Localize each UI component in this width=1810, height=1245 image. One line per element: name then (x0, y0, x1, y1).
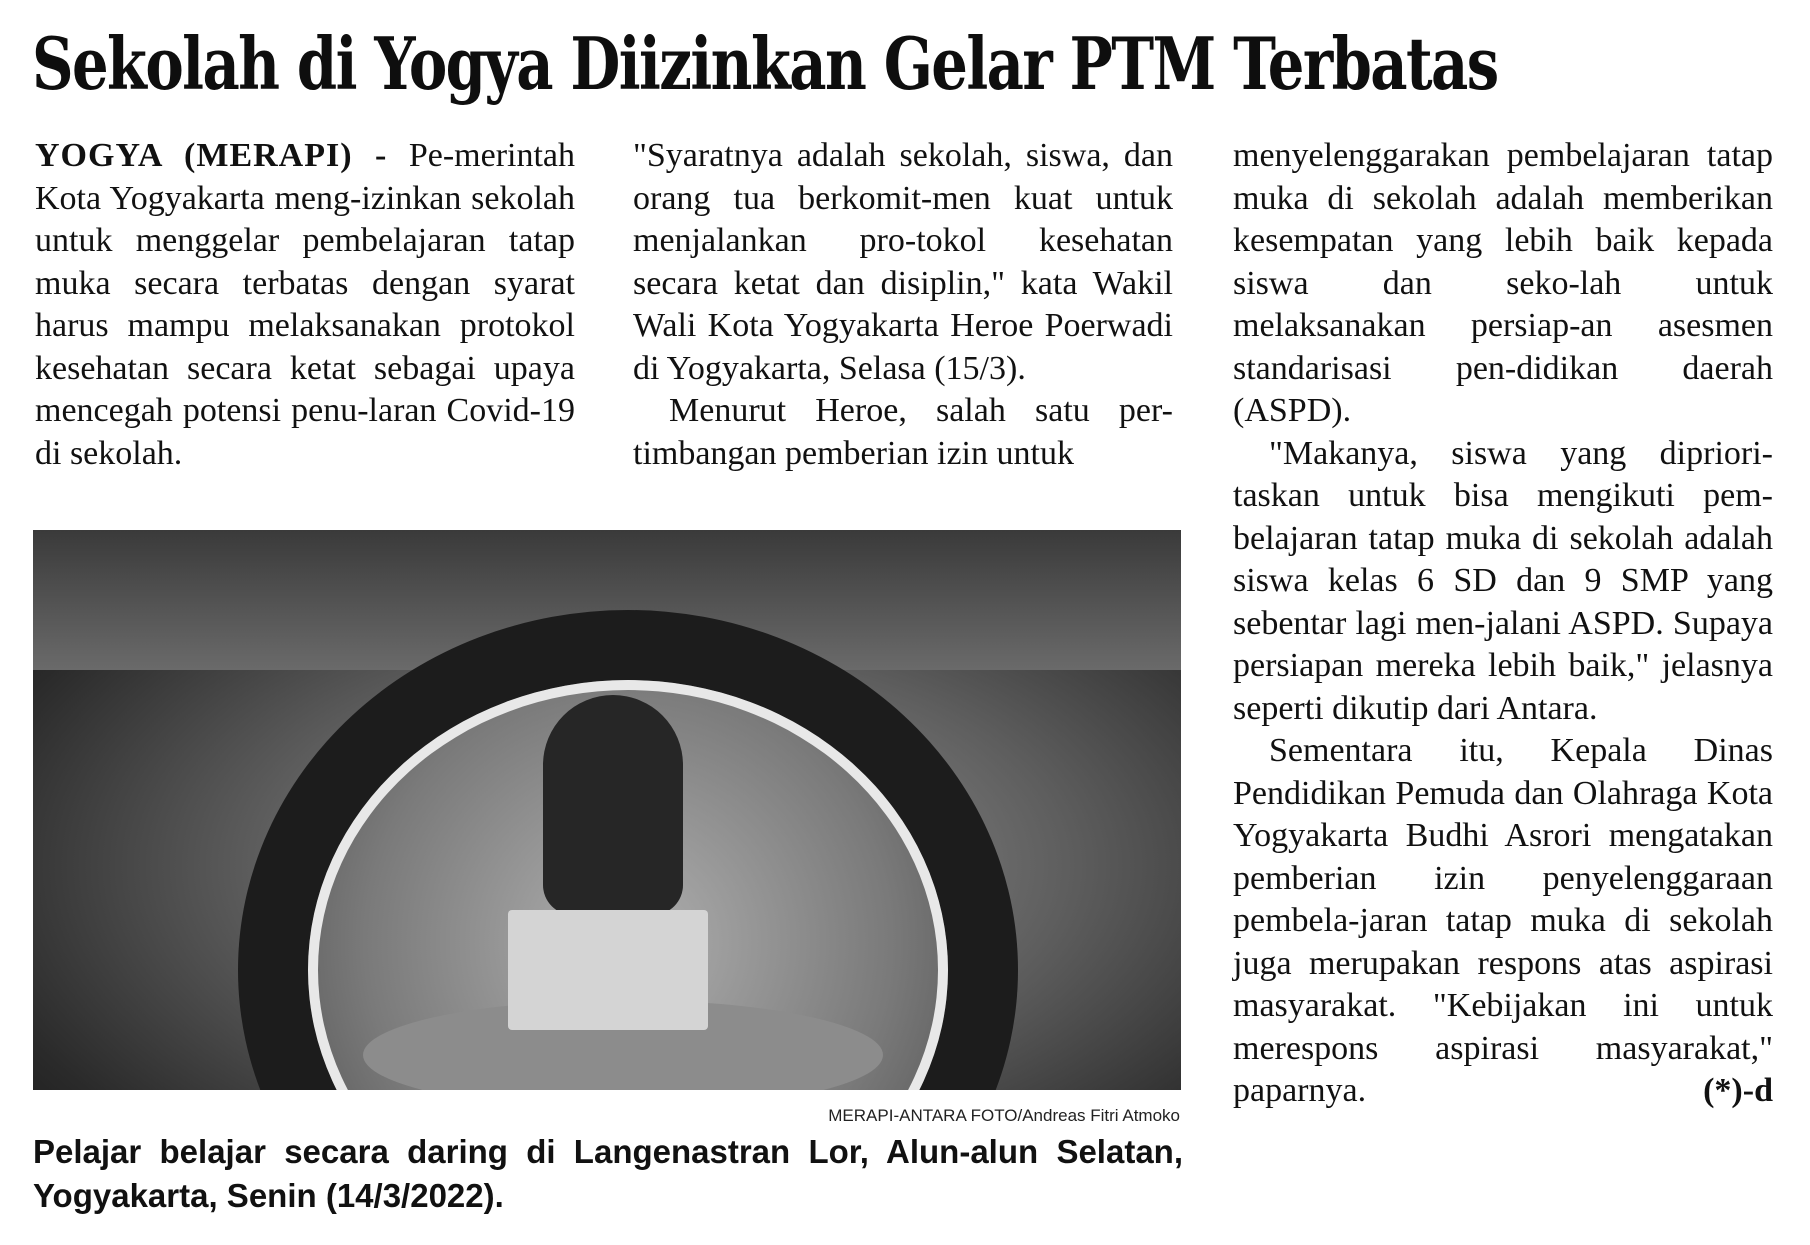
paragraph: Menurut Heroe, salah satu per-timbangan pemberian izin untuk (633, 392, 1173, 472)
news-photo (33, 530, 1181, 1090)
paragraph: Sementara itu, Kepala Dinas Pendidikan Pemuda dan Olahraga Kota Yogyakarta Budhi Asrori mengatakan pemberian izin penyelenggaraan pembela-jaran tatap muka di sekolah juga merupakan respons atas aspirasi masyarakat. "Kebijakan ini untuk merespons aspirasi masyarakat," paparnya. (1233, 732, 1773, 1109)
article-column-1 (35, 135, 575, 475)
photo-laptop (508, 910, 708, 1030)
dateline: YOGYA (MERAPI) - (35, 137, 388, 174)
paragraph-continued: menyelenggarakan pembelajaran tatap muka di sekolah adalah memberikan kesempatan yang lebih baik kepada siswa dan seko-lah untuk melaksanakan persiap-an asesmen standarisasi pen-didikan daerah (ASPD). (1233, 137, 1773, 429)
article-column-3 (1233, 135, 1773, 1113)
photo-student (543, 695, 683, 915)
photo-background (33, 530, 1181, 670)
photo-credit: MERAPI-ANTARA FOTO/Andreas Fitri Atmoko (828, 1106, 1180, 1125)
paragraph: "Makanya, siswa yang dipriori-taskan untuk bisa mengikuti pem-belajaran tatap muka di sekolah adalah siswa kelas 6 SD dan 9 SMP yang sebentar lagi men-jalani ASPD. Supaya persiapan mereka lebih baik," jelasnya seperti dikutip dari Antara. (1233, 434, 1773, 727)
headline: Sekolah di Yogya Diizinkan Gelar PTM Terbatas (32, 21, 1498, 106)
lead-text: Pe-merintah Kota Yogyakarta meng-izinkan sekolah untuk menggelar pembelajaran tatap muka secara terbatas dengan syarat harus mampu melaksanakan protokol kesehatan secara ketat sebagai upaya mencegah potensi penu-laran Covid-19 di sekolah. (35, 137, 576, 472)
paragraph: "Syaratnya adalah sekolah, siswa, dan orang tua berkomit-men kuat untuk menjalankan pro-tokol kesehatan secara ketat dan disiplin," kata Wakil Wali Kota Yogyakarta Heroe Poerwadi di Yogyakarta, Selasa (15/3). (633, 137, 1173, 387)
lead-paragraph (35, 135, 575, 475)
photo-caption: Pelajar belajar secara daring di Langenastran Lor, Alun-alun Selatan, Yogyakarta, Senin (14/3/2022). (33, 1133, 1183, 1214)
article-column-2 (633, 135, 1173, 475)
signoff: (*)-d (1703, 1072, 1773, 1109)
